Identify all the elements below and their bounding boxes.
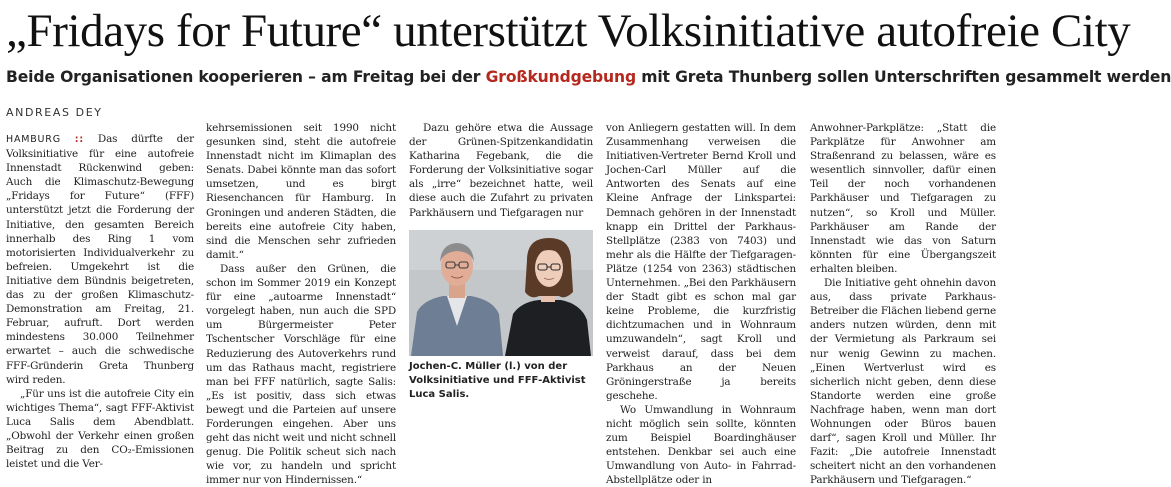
article-column-5 [810,121,996,487]
article-column-1 [6,132,194,471]
column-3-paragraph-1: Dazu gehöre etwa die Aussage der Grünen-Spitzenkandidatin Katharina Fegebank, die die Forderung der Volksinitiative sogar als „irre“ bezeichnet hatte, weil diese auch die Zufahrt zu privaten Parkhäusern und Tiefgaragen nur [409,122,593,219]
subheadline-highlight: Großkundgebung [485,68,636,86]
column-1-paragraph-2: „Für uns ist die autofreie City ein wichtiges Thema“, sagt FFF-Aktivist Luca Salis dem Abendblatt. „Obwohl der Verkehr einen großen Beitrag zu den CO₂-Emissionen leistet und die Ver- [6,387,194,471]
column-1-paragraph-1 [6,132,194,387]
subheadline-text-after: mit Greta Thunberg sollen Unterschriften gesammelt werden [635,68,1171,86]
portrait-illustration [409,230,593,356]
article-subheadline [6,66,1171,88]
article-column-4 [606,121,796,487]
column-2-paragraph-2: Dass außer den Grünen, die schon im Sommer 2019 ein Konzept für eine „autoarme Innenstadt“ vorgelegt haben, nun auch die SPD um Bürgermeister Peter Tschentscher Vorschläge für eine Reduzierung des Autoverkehrs rund um das Rathaus macht, registriere man bei FFF natürlich, sagte Salis: „Es ist positiv, dass sich etwas bewegt und die Parteien auf unsere Forderungen eingehen. Aber uns geht das nicht weit und nicht schnell genug. Die Politik scheut sich nach wie vor, zu handeln und spricht immer nur von Hindernissen.“ [206,262,396,487]
man-right-shirt [505,300,591,356]
column-5-paragraph-1: Anwohner-Parkplätze: „Statt die Parkplätze für Anwohner am Straßenrand zu belassen, wäre es wesentlich sinnvoller, dafür einen Teil der noch vorhandenen Parkhäuser und Tiefgaragen zu nutzen“, so Kroll und Müller. Parkhäuser am Rande der Innenstadt wie das von Saturn könnten für eine Übergangszeit erhalten bleiben. [810,122,996,275]
dateline-mark: :: [74,134,84,145]
column-5-paragraph-2: Die Initiative geht ohnehin davon aus, dass private Parkhaus-Betreiber die Flächen liebend gerne anders nutzen würden, denn mit der Vermietung als Parkraum sei nur wenig Gewinn zu machen. „Einen Wertverlust wird es sicherlich nicht geben, denn diese Standorte werden eine große Nachfrage haben, wenn man dort Wohnungen oder Büros bauen darf“, sagen Kroll und Müller. Ihr Fazit: „Die autofreie Innenstadt scheitert nicht an den vorhandenen Parkhäusern und Tiefgaragen.“ [810,277,996,487]
dateline: HAMBURG [6,134,61,145]
article-headline: „Fridays for Future“ unterstützt Volksinitiative autofreie City [6,5,1131,57]
column-4-paragraph-2: Wo Umwandlung in Wohnraum nicht möglich sein sollte, könnten zum Beispiel Boardinghäuser entstehen. Denkbar sei auch eine Umwandlung von Auto- in Fahrrad-Abstellplätze oder in [606,403,796,487]
column-4-paragraph-1: von Anliegern gestatten will. In dem Zusammenhang verweisen die Initiativen-Vertreter Bernd Kroll und Jochen-Carl Müller auf die Antworten des Senats auf eine Kleine Anfrage der Linkspartei: Demnach gehören in der Innenstadt knapp ein Drittel der Parkhaus-Stellplätze (2383 von 7403) und mehr als die Hälfte der Tiefgaragen-Plätze (1254 von 2363) städtischen Unternehmen. „Bei den Parkhäusern der Stadt gibt es schon mal gar keine Probleme, die kurzfristig dichtzumachen und in Wohnraum umzuwandeln“, sagt Kroll und verweist darauf, dass bei dem Parkhaus an der Neuen Gröningerstraße ja bereits geschehe. [606,122,796,402]
subheadline-text-before: Beide Organisationen kooperieren – am Freitag bei der [6,68,486,86]
column-1-paragraph-1-text: Das dürfte der Volksinitiative für eine autofreie Innenstadt Rückenwind geben: Auch die Klimaschutz-Bewegung „Fridays for Future“ (FFF) unterstützt jetzt die Forderung der Initiative, den gesamten Bereich innerhalb des Ring 1 vom motorisierten Individualverkehr zu befreien. Umgekehrt ist die Initiative dem Bündnis beigetreten, das zu der großen Klimaschutz-Demonstration am Freitag, 21. Februar, aufruft. Dort werden mindestens 30.000 Teilnehmer erwartet – auch die schwedische FFF-Gründerin Greta Thunberg wird reden. [6,133,194,386]
article-column-3 [409,121,593,220]
article-photo [409,230,593,356]
article-column-2 [206,121,396,487]
photo-caption: Jochen-C. Müller (l.) von der Volksinitiative und FFF-Aktivist Luca Salis. [409,361,586,400]
byline: ANDREAS DEY [6,106,103,119]
column-2-paragraph-1: kehrsemissionen seit 1990 nicht gesunken sind, steht die autofreie Innenstadt nicht im Klimaplan des Senats. Dabei könnte man das sofort umsetzen, und es birgt Riesenchancen für Hamburg. In Groningen und anderen Städten, die bereits eine autofreie City haben, sind die Menschen sehr zufrieden damit.“ [206,122,396,261]
man-right-head [535,249,563,287]
